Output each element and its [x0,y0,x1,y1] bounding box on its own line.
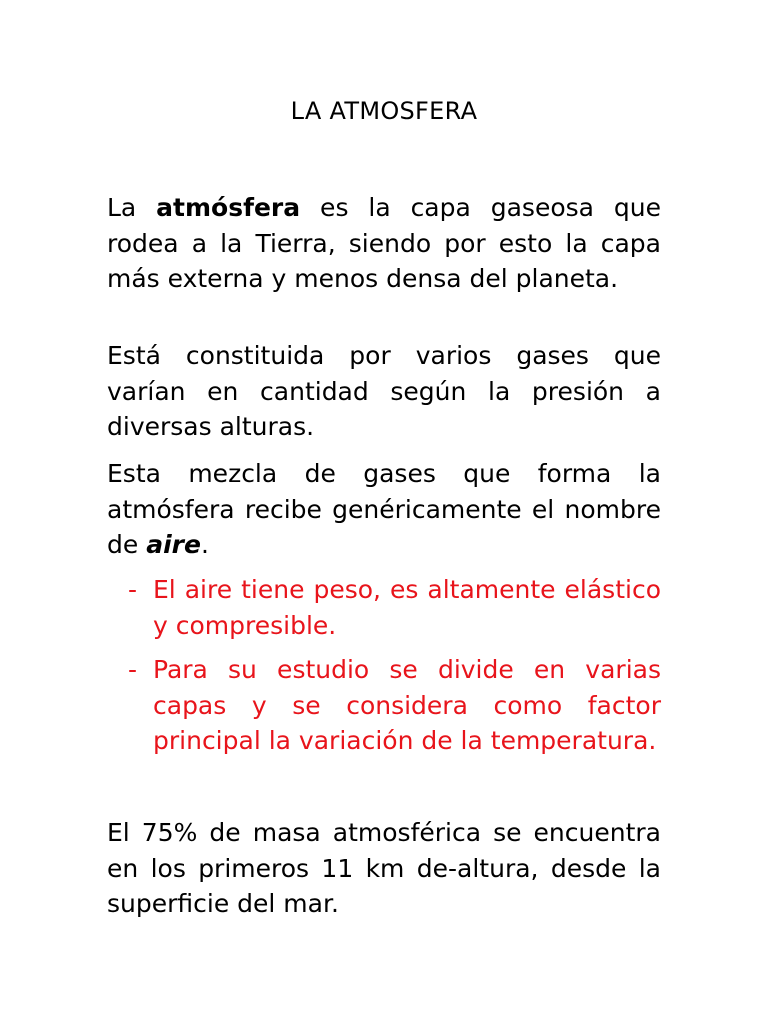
bullet-list-1 [128,572,661,643]
paragraph-definition-prefix: La [107,193,157,222]
bullet-text: El aire tiene peso, es altamente elástico y compresible. [153,575,661,640]
page-title: LA ATMOSFERA [290,97,478,125]
term-aire: aire [146,530,201,559]
paragraph-aire-prefix: Esta mezcla de gases que forma la atmósfera recibe genéricamente el nombre de [107,459,661,559]
list-item [128,652,661,759]
paragraph-aire-suffix: . [200,530,209,559]
bullet-dash: - [128,575,138,604]
paragraph-definition-rest: es la capa gaseosa que rodea a la Tierra, siendo por esto la capa más externa y menos densa del planeta. [107,193,661,293]
paragraph-aire [107,456,661,563]
bullet-text: Para su estudio se divide en varias capas y se considera como factor principal la variación de la temperatura. [153,655,661,755]
bullet-dash: - [128,655,138,684]
term-atmosfera: atmósfera [156,193,301,222]
paragraph-mass: El 75% de masa atmosférica se encuentra en los primeros 11 km de-altura, desde la superficie del mar. [107,818,661,918]
bullet-list-2 [128,652,661,759]
paragraph-definition [107,190,661,297]
paragraph-composition: Está constituida por varios gases que varían en cantidad según la presión a diversas alturas. [107,341,661,441]
list-item [128,572,661,643]
